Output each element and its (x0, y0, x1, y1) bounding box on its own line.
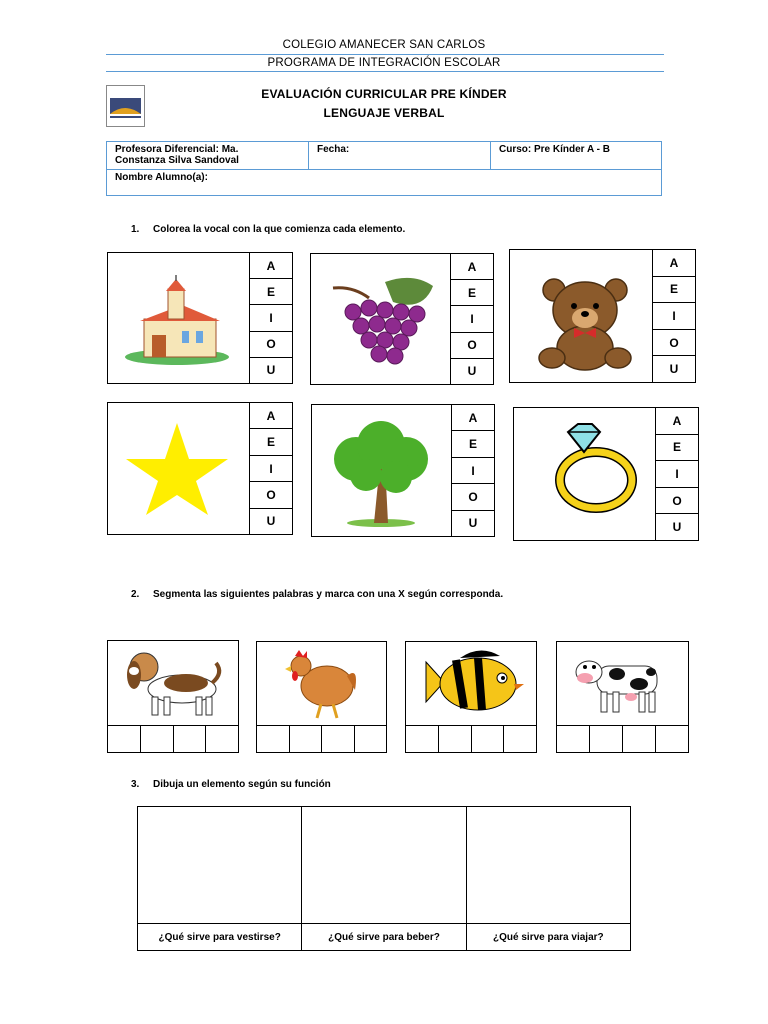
question-2-number: 2. (131, 589, 140, 600)
vowel-card-church (107, 252, 293, 384)
evaluation-subtitle: LENGUAJE VERBAL (323, 106, 445, 120)
question-1 (131, 224, 405, 235)
segment-box[interactable] (206, 726, 238, 752)
segment-boxes (107, 725, 239, 753)
vowel-card-ring (513, 407, 699, 541)
segment-boxes (405, 725, 537, 753)
header-rule-2 (106, 71, 664, 72)
vowel-u[interactable]: U (672, 520, 682, 535)
vowel-a[interactable]: A (250, 253, 292, 279)
school-name: COLEGIO AMANECER SAN CARLOS (282, 39, 486, 51)
vowel-column (450, 253, 494, 385)
vowel-column (249, 402, 293, 535)
church-icon (122, 275, 232, 365)
vowel-e[interactable]: E (451, 280, 493, 306)
student-name-field[interactable]: Nombre Alumno(a): (107, 170, 662, 196)
segment-box[interactable] (406, 726, 439, 752)
vowel-e[interactable]: E (656, 435, 698, 462)
dog-icon (120, 645, 230, 719)
fish-icon (420, 648, 524, 718)
segment-box[interactable] (590, 726, 623, 752)
vowel-card-tree (311, 404, 495, 537)
vowel-u[interactable]: U (266, 514, 276, 529)
date-field[interactable]: Fecha: (309, 142, 491, 170)
segment-box[interactable] (439, 726, 472, 752)
vowel-o[interactable]: O (656, 488, 698, 515)
segment-boxes (256, 725, 387, 753)
vowel-e[interactable]: E (653, 277, 695, 304)
vowel-i[interactable]: I (452, 458, 494, 484)
vowel-column (655, 407, 699, 541)
vowel-u[interactable]: U (467, 364, 477, 379)
drawing-label-dress: ¿Qué sirve para vestirse? (138, 924, 302, 951)
course-cell: Curso: Pre Kínder A - B (491, 142, 662, 170)
vowel-a[interactable]: A (452, 405, 494, 431)
segment-box[interactable] (322, 726, 355, 752)
segment-box[interactable] (257, 726, 290, 752)
question-3 (131, 779, 331, 790)
drawing-label-drink: ¿Qué sirve para beber? (302, 924, 466, 951)
segment-box[interactable] (472, 726, 505, 752)
segment-card-dog (107, 640, 239, 753)
vowel-i[interactable]: I (451, 306, 493, 332)
vowel-a[interactable]: A (653, 250, 695, 277)
header-rule (106, 54, 664, 55)
teddy-bear-icon (538, 276, 632, 372)
ring-icon (550, 422, 638, 514)
vowel-i[interactable]: I (653, 303, 695, 330)
vowel-a[interactable]: A (451, 254, 493, 280)
teacher-label-1: Profesora Diferencial: Ma. (115, 144, 239, 155)
vowel-e[interactable]: E (452, 431, 494, 457)
segment-box[interactable] (504, 726, 536, 752)
segment-box[interactable] (108, 726, 141, 752)
drawing-area[interactable] (466, 807, 630, 924)
segment-box[interactable] (141, 726, 174, 752)
vowel-i[interactable]: I (250, 456, 292, 482)
segment-card-fish (405, 641, 537, 753)
vowel-e[interactable]: E (250, 279, 292, 305)
vowel-card-grapes (310, 253, 494, 385)
star-icon (124, 421, 230, 515)
question-1-text: Colorea la vocal con la que comienza cada elemento. (153, 224, 406, 235)
question-1-number: 1. (131, 224, 140, 235)
drawing-table (137, 806, 631, 951)
vowel-o[interactable]: O (653, 330, 695, 357)
question-3-text: Dibuja un elemento según su función (153, 779, 331, 790)
vowel-i[interactable]: I (656, 461, 698, 488)
hen-icon (285, 646, 359, 720)
segment-card-cow (556, 641, 689, 753)
segment-box[interactable] (656, 726, 688, 752)
vowel-card-star (107, 402, 293, 535)
question-2-text: Segmenta las siguientes palabras y marca con una X según corresponda. (153, 589, 504, 600)
segment-box[interactable] (557, 726, 590, 752)
question-2 (131, 589, 503, 600)
vowel-u[interactable]: U (669, 362, 679, 377)
vowel-card-bear (509, 249, 696, 383)
grapes-icon (323, 272, 437, 372)
teacher-label-2: Constanza Silva Sandoval (115, 155, 239, 166)
vowel-o[interactable]: O (250, 482, 292, 508)
vowel-o[interactable]: O (250, 332, 292, 358)
vowel-o[interactable]: O (452, 484, 494, 510)
vowel-column (249, 252, 293, 384)
tree-icon (326, 419, 436, 529)
info-table (106, 141, 662, 196)
drawing-area[interactable] (138, 807, 302, 924)
segment-box[interactable] (355, 726, 387, 752)
drawing-area[interactable] (302, 807, 466, 924)
vowel-a[interactable]: A (250, 403, 292, 429)
vowel-u[interactable]: U (468, 516, 478, 531)
segment-box[interactable] (174, 726, 207, 752)
vowel-a[interactable]: A (656, 408, 698, 435)
evaluation-title: EVALUACIÓN CURRICULAR PRE KÍNDER (261, 87, 507, 101)
segment-box[interactable] (290, 726, 323, 752)
segment-box[interactable] (623, 726, 656, 752)
teacher-cell (107, 142, 309, 170)
question-3-number: 3. (131, 779, 140, 790)
vowel-u[interactable]: U (266, 363, 276, 378)
vowel-column (652, 249, 696, 383)
drawing-label-travel: ¿Qué sirve para viajar? (466, 924, 630, 951)
program-name: PROGRAMA DE INTEGRACIÓN ESCOLAR (267, 57, 501, 69)
vowel-i[interactable]: I (250, 305, 292, 331)
cow-icon (573, 650, 667, 716)
segment-boxes (556, 725, 689, 753)
vowel-e[interactable]: E (250, 429, 292, 455)
vowel-o[interactable]: O (451, 333, 493, 359)
vowel-column (451, 404, 495, 537)
segment-card-hen (256, 641, 387, 753)
